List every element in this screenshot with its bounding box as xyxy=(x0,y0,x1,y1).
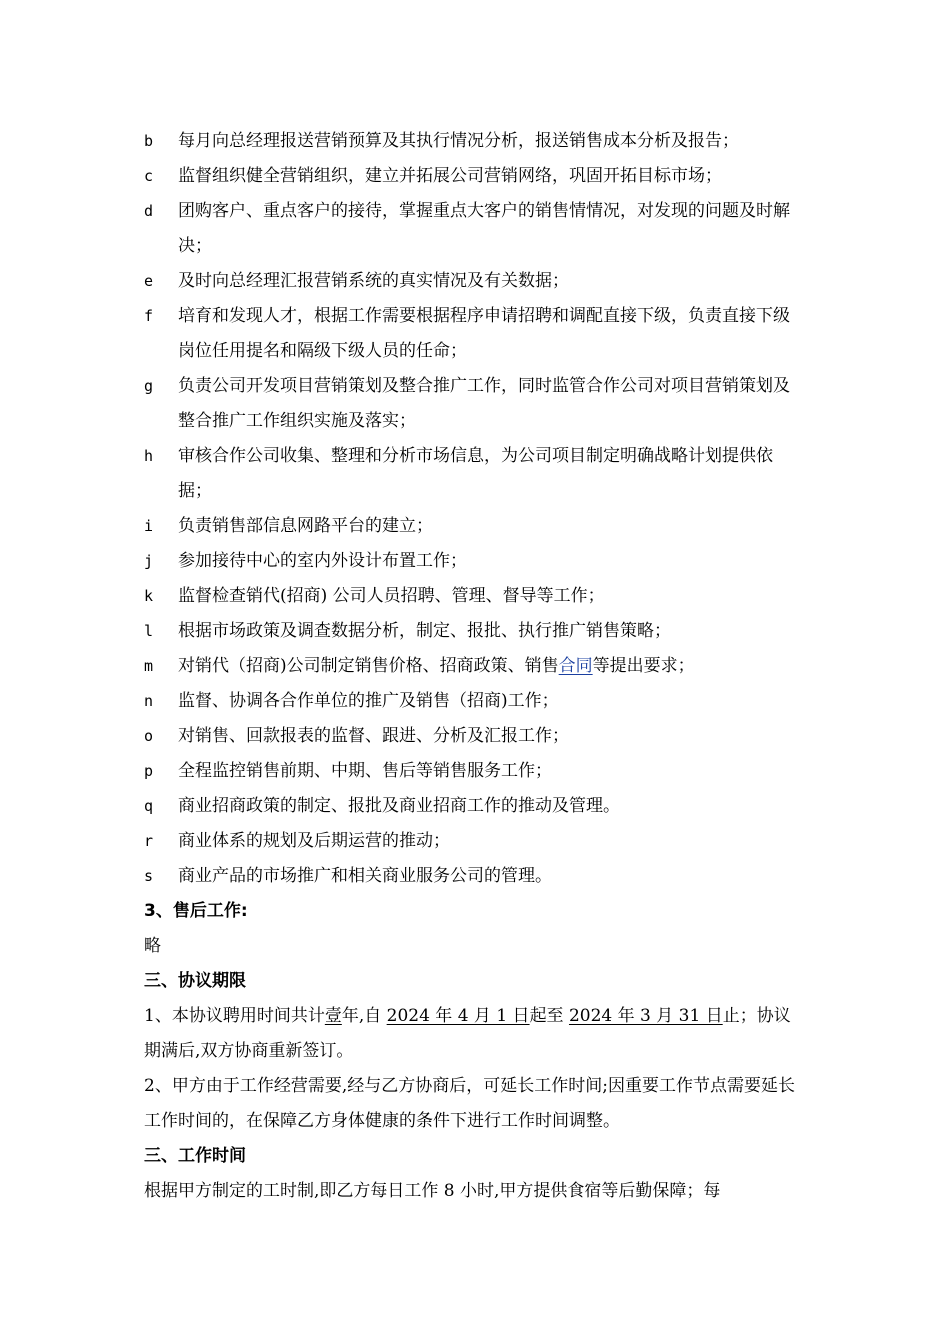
duty-item xyxy=(144,299,806,369)
duty-item-letter: k xyxy=(144,587,154,605)
duty-item xyxy=(144,194,806,264)
duty-item-letter: b xyxy=(144,132,154,150)
duty-item xyxy=(144,614,806,649)
duty-item xyxy=(144,264,806,299)
duty-list xyxy=(144,124,806,894)
duty-item-letter: o xyxy=(144,727,154,745)
duty-item-text: 商业产品的市场推广和相关商业服务公司的管理。 xyxy=(178,866,552,886)
duty-item-letter: q xyxy=(144,797,154,815)
duty-item-text: 每月向总经理报送营销预算及其执行情况分析，报送销售成本分析及报告； xyxy=(178,131,739,151)
term-text: 止；协议期满后,双方协商重新签订。 xyxy=(144,1006,791,1061)
duty-item-text-part: 对销代（招商)公司制定销售价格、招商政策、销售 xyxy=(178,656,559,676)
duty-item xyxy=(144,684,806,719)
duty-item-letter: j xyxy=(144,552,154,570)
duty-item-text: 审核合作公司收集、整理和分析市场信息，为公司项目制定明确战略计划提供依据； xyxy=(178,446,773,501)
duty-item-letter: r xyxy=(144,832,154,850)
duty-item-text: 监督、协调各合作单位的推广及销售（招商)工作； xyxy=(178,691,559,711)
duty-item-text: 商业体系的规划及后期运营的推动； xyxy=(178,831,450,851)
term-end-date: 2024 年 3 月 31 日 xyxy=(568,1006,723,1026)
aftersales-text: 略 xyxy=(144,936,161,956)
document-body xyxy=(144,124,806,1209)
duty-item xyxy=(144,159,806,194)
duty-item-letter: g xyxy=(144,377,154,395)
duty-item-text: 全程监控销售前期、中期、售后等销售服务工作； xyxy=(178,761,552,781)
section-heading-term: 三、协议期限 xyxy=(144,971,246,991)
duty-item xyxy=(144,124,806,159)
term-start-date: 2024 年 4 月 1 日 xyxy=(386,1006,530,1026)
duty-item-text: 参加接待中心的室内外设计布置工作； xyxy=(178,551,467,571)
duty-item-letter: p xyxy=(144,762,154,780)
duty-item xyxy=(144,544,806,579)
duty-item-letter: e xyxy=(144,272,154,290)
duty-item xyxy=(144,859,806,894)
duty-item-letter: n xyxy=(144,692,154,710)
duty-item xyxy=(144,824,806,859)
duty-item-text: 及时向总经理汇报营销系统的真实情况及有关数据； xyxy=(178,271,569,291)
duty-item xyxy=(144,439,806,509)
duty-item-text: 对销售、回款报表的监督、跟进、分析及汇报工作； xyxy=(178,726,569,746)
duty-item-text: 商业招商政策的制定、报批及商业招商工作的推动及管理。 xyxy=(178,796,620,816)
term-text: 年,自 xyxy=(341,1006,387,1026)
duty-item-letter: i xyxy=(144,517,154,535)
duty-item xyxy=(144,719,806,754)
duty-item-letter: l xyxy=(144,622,154,640)
term-years-value: 壹 xyxy=(324,1006,342,1026)
duty-item xyxy=(144,579,806,614)
duty-item xyxy=(144,649,806,684)
section-heading-worktime: 三、工作时间 xyxy=(144,1146,246,1166)
duty-item-letter: c xyxy=(144,167,154,185)
duty-item-text: 根据市场政策及调查数据分析，制定、报批、执行推广销售策略； xyxy=(178,621,671,641)
term-paragraph-1 xyxy=(144,999,806,1069)
duty-item-text: 负责销售部信息网路平台的建立； xyxy=(178,516,433,536)
duty-item-text: 监督检查销代(招商) 公司人员招聘、管理、督导等工作； xyxy=(178,586,605,606)
duty-item-text: 监督组织健全营销组织，建立并拓展公司营销网络，巩固开拓目标市场； xyxy=(178,166,722,186)
duty-item xyxy=(144,754,806,789)
duty-item xyxy=(144,369,806,439)
duty-item-text-part: 等提出要求； xyxy=(592,656,695,676)
term-paragraph-2: 2、甲方由于工作经营需要,经与乙方协商后，可延长工作时间;因重要工作节点需要延长工作时间的，在保障乙方身体健康的条件下进行工作时间调整。 xyxy=(144,1076,795,1131)
worktime-paragraph: 根据甲方制定的工时制,即乙方每日工作 8 小时,甲方提供食宿等后勤保障；每 xyxy=(144,1181,721,1201)
duty-item-letter: d xyxy=(144,202,154,220)
duty-item-text: 培育和发现人才，根据工作需要根据程序申请招聘和调配直接下级，负责直接下级岗位任用提名和隔级下级人员的任命； xyxy=(178,306,790,361)
duty-item-letter: f xyxy=(144,307,154,325)
duty-item xyxy=(144,509,806,544)
duty-item-letter: s xyxy=(144,867,154,885)
duty-item xyxy=(144,789,806,824)
duty-item-letter: h xyxy=(144,447,154,465)
contract-link[interactable]: 合同 xyxy=(558,656,593,676)
duty-item-text xyxy=(178,656,695,676)
duty-item-letter: m xyxy=(144,657,154,675)
term-text: 1、本协议聘用时间共计 xyxy=(144,1006,325,1026)
section-heading-aftersales: 3、售后工作: xyxy=(144,901,248,921)
duty-item-text: 团购客户、重点客户的接待，掌握重点大客户的销售情情况，对发现的问题及时解决； xyxy=(178,201,790,256)
term-text: 起至 xyxy=(529,1006,569,1026)
duty-item-text: 负责公司开发项目营销策划及整合推广工作，同时监管合作公司对项目营销策划及整合推广工作组织实施及落实； xyxy=(178,376,790,431)
